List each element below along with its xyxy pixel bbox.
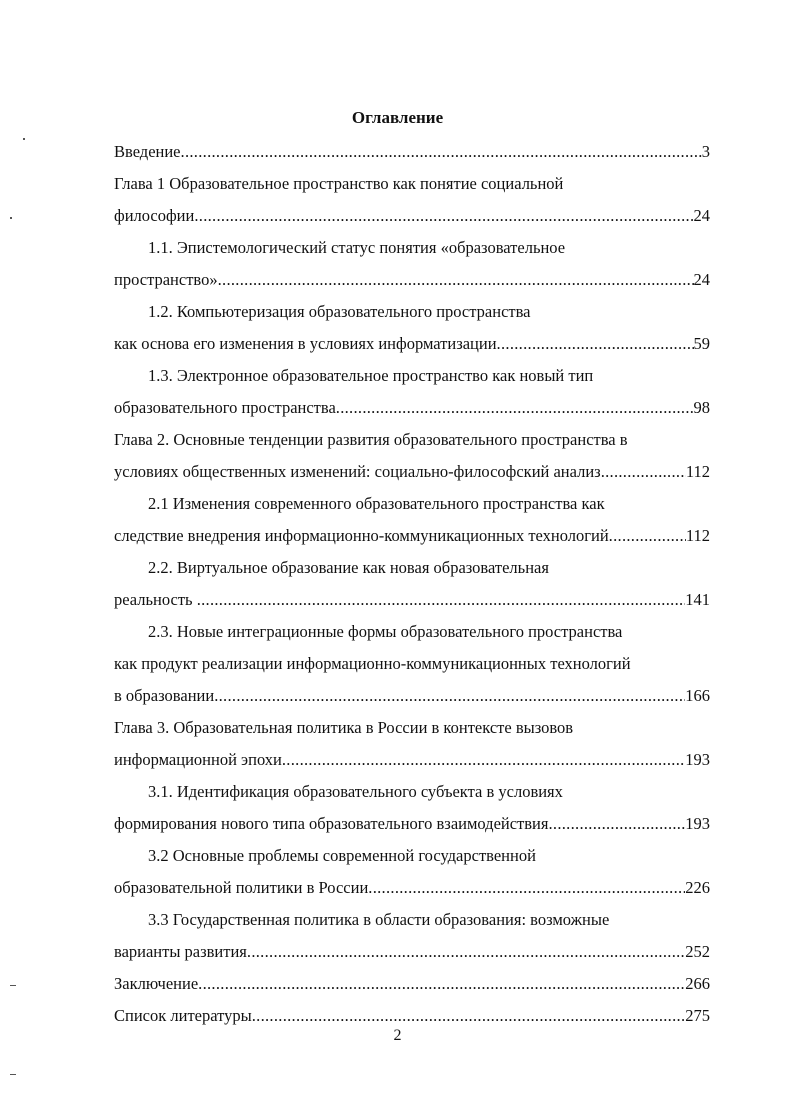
toc-title: Оглавление <box>351 108 444 127</box>
toc-entry-page: 59 <box>693 334 710 353</box>
toc-entry-line: 1.3. Электронное образовательное пространство как новый тип <box>148 366 594 385</box>
toc-entry-line: 3.2 Основные проблемы современной государственной <box>148 846 536 865</box>
dot-leader <box>197 589 686 611</box>
toc-entry-line: 2.3. Новые интеграционные формы образовательного пространства <box>148 622 623 641</box>
toc-entry-text: условиях общественных изменений: социально-философский анализ <box>114 462 601 481</box>
dot-leader <box>497 333 694 355</box>
toc-entry-section-3-3[interactable] <box>114 941 710 963</box>
toc-entry-text: следствие внедрения информационно-коммуникационных технологий <box>114 526 609 545</box>
dot-leader <box>368 877 685 899</box>
dot-leader <box>336 397 694 419</box>
toc-entry-page: 193 <box>685 750 710 769</box>
toc-entry-text: реальность <box>114 590 197 609</box>
toc-entry-page: 3 <box>701 142 710 161</box>
toc-entry-chapter-3[interactable] <box>114 749 710 771</box>
dot-leader <box>548 813 685 835</box>
toc-entry-text: образовательного пространства <box>114 398 336 417</box>
dot-leader <box>247 941 685 963</box>
toc-entry-page: 112 <box>685 526 710 545</box>
toc-entry-text: в образовании <box>114 686 215 705</box>
toc-entry-section-1-1[interactable] <box>114 269 710 291</box>
toc-entry-section-2-2[interactable] <box>114 589 710 611</box>
toc-entry-text: информационной эпохи <box>114 750 282 769</box>
toc-entry-section-2-3[interactable] <box>114 685 710 707</box>
scan-speck <box>23 138 25 140</box>
toc-entry-page: 98 <box>693 398 710 417</box>
toc-entry-text: Заключение <box>114 974 199 993</box>
toc-entry-line: Глава 1 Образовательное пространство как понятие социальной <box>114 174 564 193</box>
toc-entry-page: 266 <box>685 974 710 993</box>
toc-entry-section-3-2[interactable] <box>114 877 710 899</box>
toc-entry-line: 1.2. Компьютеризация образовательного пространства <box>148 302 531 321</box>
toc-entry-page: 24 <box>693 270 710 289</box>
toc-entry-page: 252 <box>685 942 710 961</box>
toc-entry-line: 1.1. Эпистемологический статус понятия «образовательное <box>148 238 566 257</box>
toc-entry-chapter-1[interactable] <box>114 205 710 227</box>
dot-leader <box>198 973 685 995</box>
toc-entry-text: Введение <box>114 142 181 161</box>
scan-speck <box>10 1074 16 1075</box>
toc-entry-page: 166 <box>685 686 710 705</box>
dot-leader <box>609 525 686 547</box>
toc-entry-line: 3.3 Государственная политика в области образования: возможные <box>148 910 610 929</box>
dot-leader <box>214 685 685 707</box>
toc-entry-page: 112 <box>685 462 710 481</box>
toc-entry-section-1-3[interactable] <box>114 397 710 419</box>
toc-entry-page: 141 <box>685 590 710 609</box>
toc-entry-line: как продукт реализации информационно-коммуникационных технологий <box>114 654 631 673</box>
toc-entry-line: 3.1. Идентификация образовательного субъекта в условиях <box>148 782 563 801</box>
toc-entry-text: формирования нового типа образовательного взаимодействия <box>114 814 549 833</box>
toc-entry-section-1-2[interactable] <box>114 333 710 355</box>
toc-entry-page: 275 <box>685 1006 710 1025</box>
toc-entry-text: философии <box>114 206 195 225</box>
toc-entry-page: 193 <box>685 814 710 833</box>
scan-speck <box>10 217 12 219</box>
toc-entry-page: 226 <box>685 878 710 897</box>
dot-leader <box>218 269 694 291</box>
toc-entry-text: как основа его изменения в условиях информатизации <box>114 334 497 353</box>
toc-entry-text: пространство» <box>114 270 218 289</box>
scan-speck <box>10 985 16 986</box>
toc-entry-bibliography[interactable] <box>114 1005 710 1027</box>
dot-leader <box>252 1005 686 1027</box>
toc-entry-introduction[interactable] <box>114 141 710 163</box>
dot-leader <box>181 141 702 163</box>
dot-leader <box>282 749 685 771</box>
toc-entry-text: варианты развития <box>114 942 247 961</box>
toc-entry-chapter-2[interactable] <box>114 461 710 483</box>
toc-entry-page: 24 <box>693 206 710 225</box>
page-number: 2 <box>393 1027 402 1044</box>
dot-leader <box>194 205 693 227</box>
toc-entry-section-3-1[interactable] <box>114 813 710 835</box>
toc-entry-line: Глава 3. Образовательная политика в России в контексте вызовов <box>114 718 574 737</box>
toc-entry-line: 2.1 Изменения современного образовательного пространства как <box>148 494 605 513</box>
dot-leader <box>601 461 686 483</box>
toc-entry-text: Список литературы <box>114 1006 252 1025</box>
toc-entry-conclusion[interactable] <box>114 973 710 995</box>
toc-entry-line: Глава 2. Основные тенденции развития образовательного пространства в <box>114 430 628 449</box>
toc-entry-section-2-1[interactable] <box>114 525 710 547</box>
toc-entry-line: 2.2. Виртуальное образование как новая образовательная <box>148 558 549 577</box>
toc-entry-text: образовательной политики в России <box>114 878 369 897</box>
